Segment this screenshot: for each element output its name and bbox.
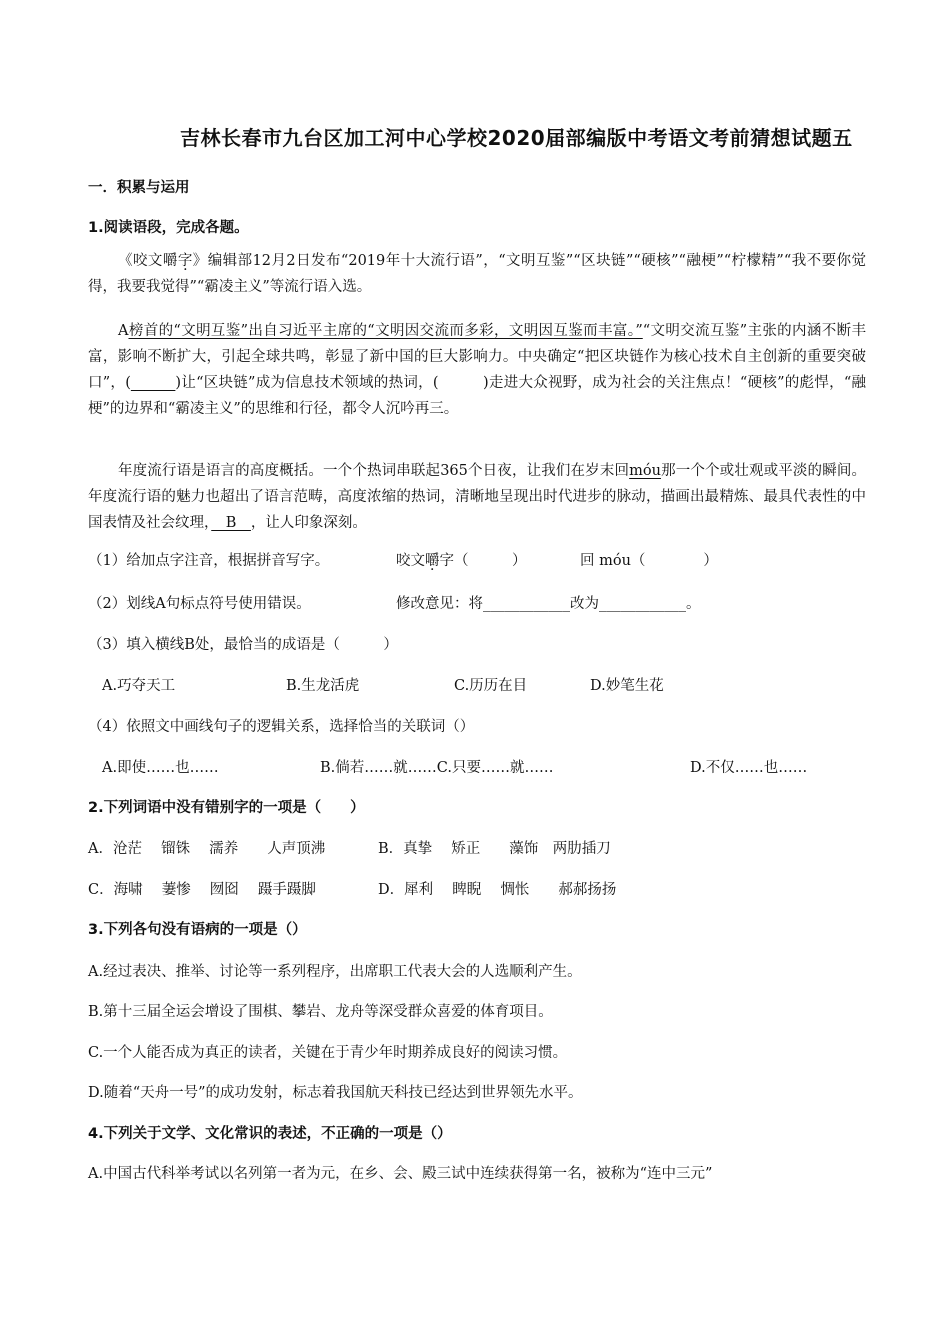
sub-question-2-fix: 修改意见：将____________改为____________。	[396, 596, 701, 612]
option-3b: B.生龙活虎	[286, 678, 360, 694]
option-2-row1-a: A．沧茫 镏铢 濡养 人声顶沸	[88, 841, 326, 857]
passage-paragraph-1: 《咬文嚼字》编辑部12月2日发布“2019年十大流行语”，“文明互鉴”“区块链”“硬核”“融梗”“柠檬精”“我不要你觉得，我要我觉得”“霸凌主义”等流行语入选。	[88, 253, 867, 295]
option-4-a: A.中国古代科举考试以名列第一者为元，在乡、会、殿三试中连续获得第一名，被称为“连中三元”	[88, 1166, 713, 1182]
option-2-row2-b: D．犀利 睥睨 惆怅 郝郝扬扬	[378, 882, 617, 898]
option-3c: C.历历在目	[454, 678, 528, 694]
question-3-heading: 3.下列各句没有语病的一项是（）	[88, 922, 307, 938]
dotted-char: 嚼	[162, 253, 178, 269]
sub-question-1-part-a: 咬文嚼字（ ）	[396, 553, 527, 569]
question-2-heading: 2.下列词语中没有错别字的一项是（ ）	[88, 800, 365, 816]
option-4bc: B.倘若……就……C.只要……就……	[320, 760, 554, 776]
question-4-heading: 4.下列关于文学、文化常识的表述，不正确的一项是（）	[88, 1126, 452, 1142]
option-4a: A.即使……也……	[102, 760, 219, 776]
option-3a: A.巧夺天工	[102, 678, 176, 694]
pinyin-mou: móu	[629, 463, 661, 479]
section-heading: 一．积累与运用	[88, 180, 190, 196]
option-3d: D.妙笔生花	[590, 678, 664, 694]
sub-question-1: （1）给加点字注音，根据拼音写字。	[88, 553, 330, 569]
option-4d: D.不仅……也……	[690, 760, 808, 776]
underlined-sentence-a: 榜首的“文明互鉴”出自习近平主席的“文明因交流而多彩，文明因互鉴而丰富。”	[128, 323, 643, 339]
passage-paragraph-2: A榜首的“文明互鉴”出自习近平主席的“文明因交流而多彩，文明因互鉴而丰富。”“文明交流互鉴”主张的内涵不断丰富，影响不断扩大，引起全球共鸣，彰显了新中国的巨大影响力。中央确定“把区块链作为核心技术自主创新的重要突破口”，( )让“区块链”成为信息技术领域的热词，( )走进大众视野，成为社会的关注焦点！“硬核”的彪悍，“融梗”的边界和“霸凌主义”的思维和行径，都令人沉吟再三。	[88, 323, 866, 417]
dotted-char: 嚼	[425, 553, 440, 569]
question-1-heading: 1.阅读语段，完成各题。	[88, 220, 249, 236]
page-title: 吉林长春市九台区加工河中心学校2020届部编版中考语文考前猜想试题五	[180, 126, 853, 150]
sub-question-1-part-b: 回 móu（ ）	[580, 553, 718, 569]
option-2-row1-b: B．真挚 矫正 藻饰 两肋插刀	[378, 841, 611, 857]
blank-1	[131, 375, 176, 391]
option-2-row2-a: C．海啸 萋惨 囫囵 蹑手蹑脚	[88, 882, 316, 898]
sub-question-2: （2）划线A句标点符号使用错误。	[88, 596, 311, 612]
option-3-b: B.第十三届全运会增设了围棋、攀岩、龙舟等深受群众喜爱的体育项目。	[88, 1004, 553, 1020]
passage-paragraph-3: 年度流行语是语言的高度概括。一个个热词串联起365个日夜，让我们在岁末回móu那一个个或壮观或平淡的瞬间。年度流行语的魅力也超出了语言范畴，高度浓缩的热词，清晰地呈现出时代进步的脉动，描画出最精炼、最具代表性的中国表情及社会纹理， B ，让人印象深刻。	[88, 463, 866, 531]
option-3-a: A.经过表决、推举、讨论等一系列程序，出席职工代表大会的人选顺利产生。	[88, 964, 582, 980]
sub-question-4: （4）依照文中画线句子的逻辑关系，选择恰当的关联词（）	[88, 719, 475, 735]
sub-question-3: （3）填入横线B处，最恰当的成语是（ ）	[88, 637, 398, 653]
option-3-c: C.一个人能否成为真正的读者，关键在于青少年时期养成良好的阅读习惯。	[88, 1045, 568, 1061]
blank-b: B	[211, 515, 251, 531]
option-3-d: D.随着“天舟一号”的成功发射，标志着我国航天科技已经达到世界领先水平。	[88, 1085, 583, 1101]
